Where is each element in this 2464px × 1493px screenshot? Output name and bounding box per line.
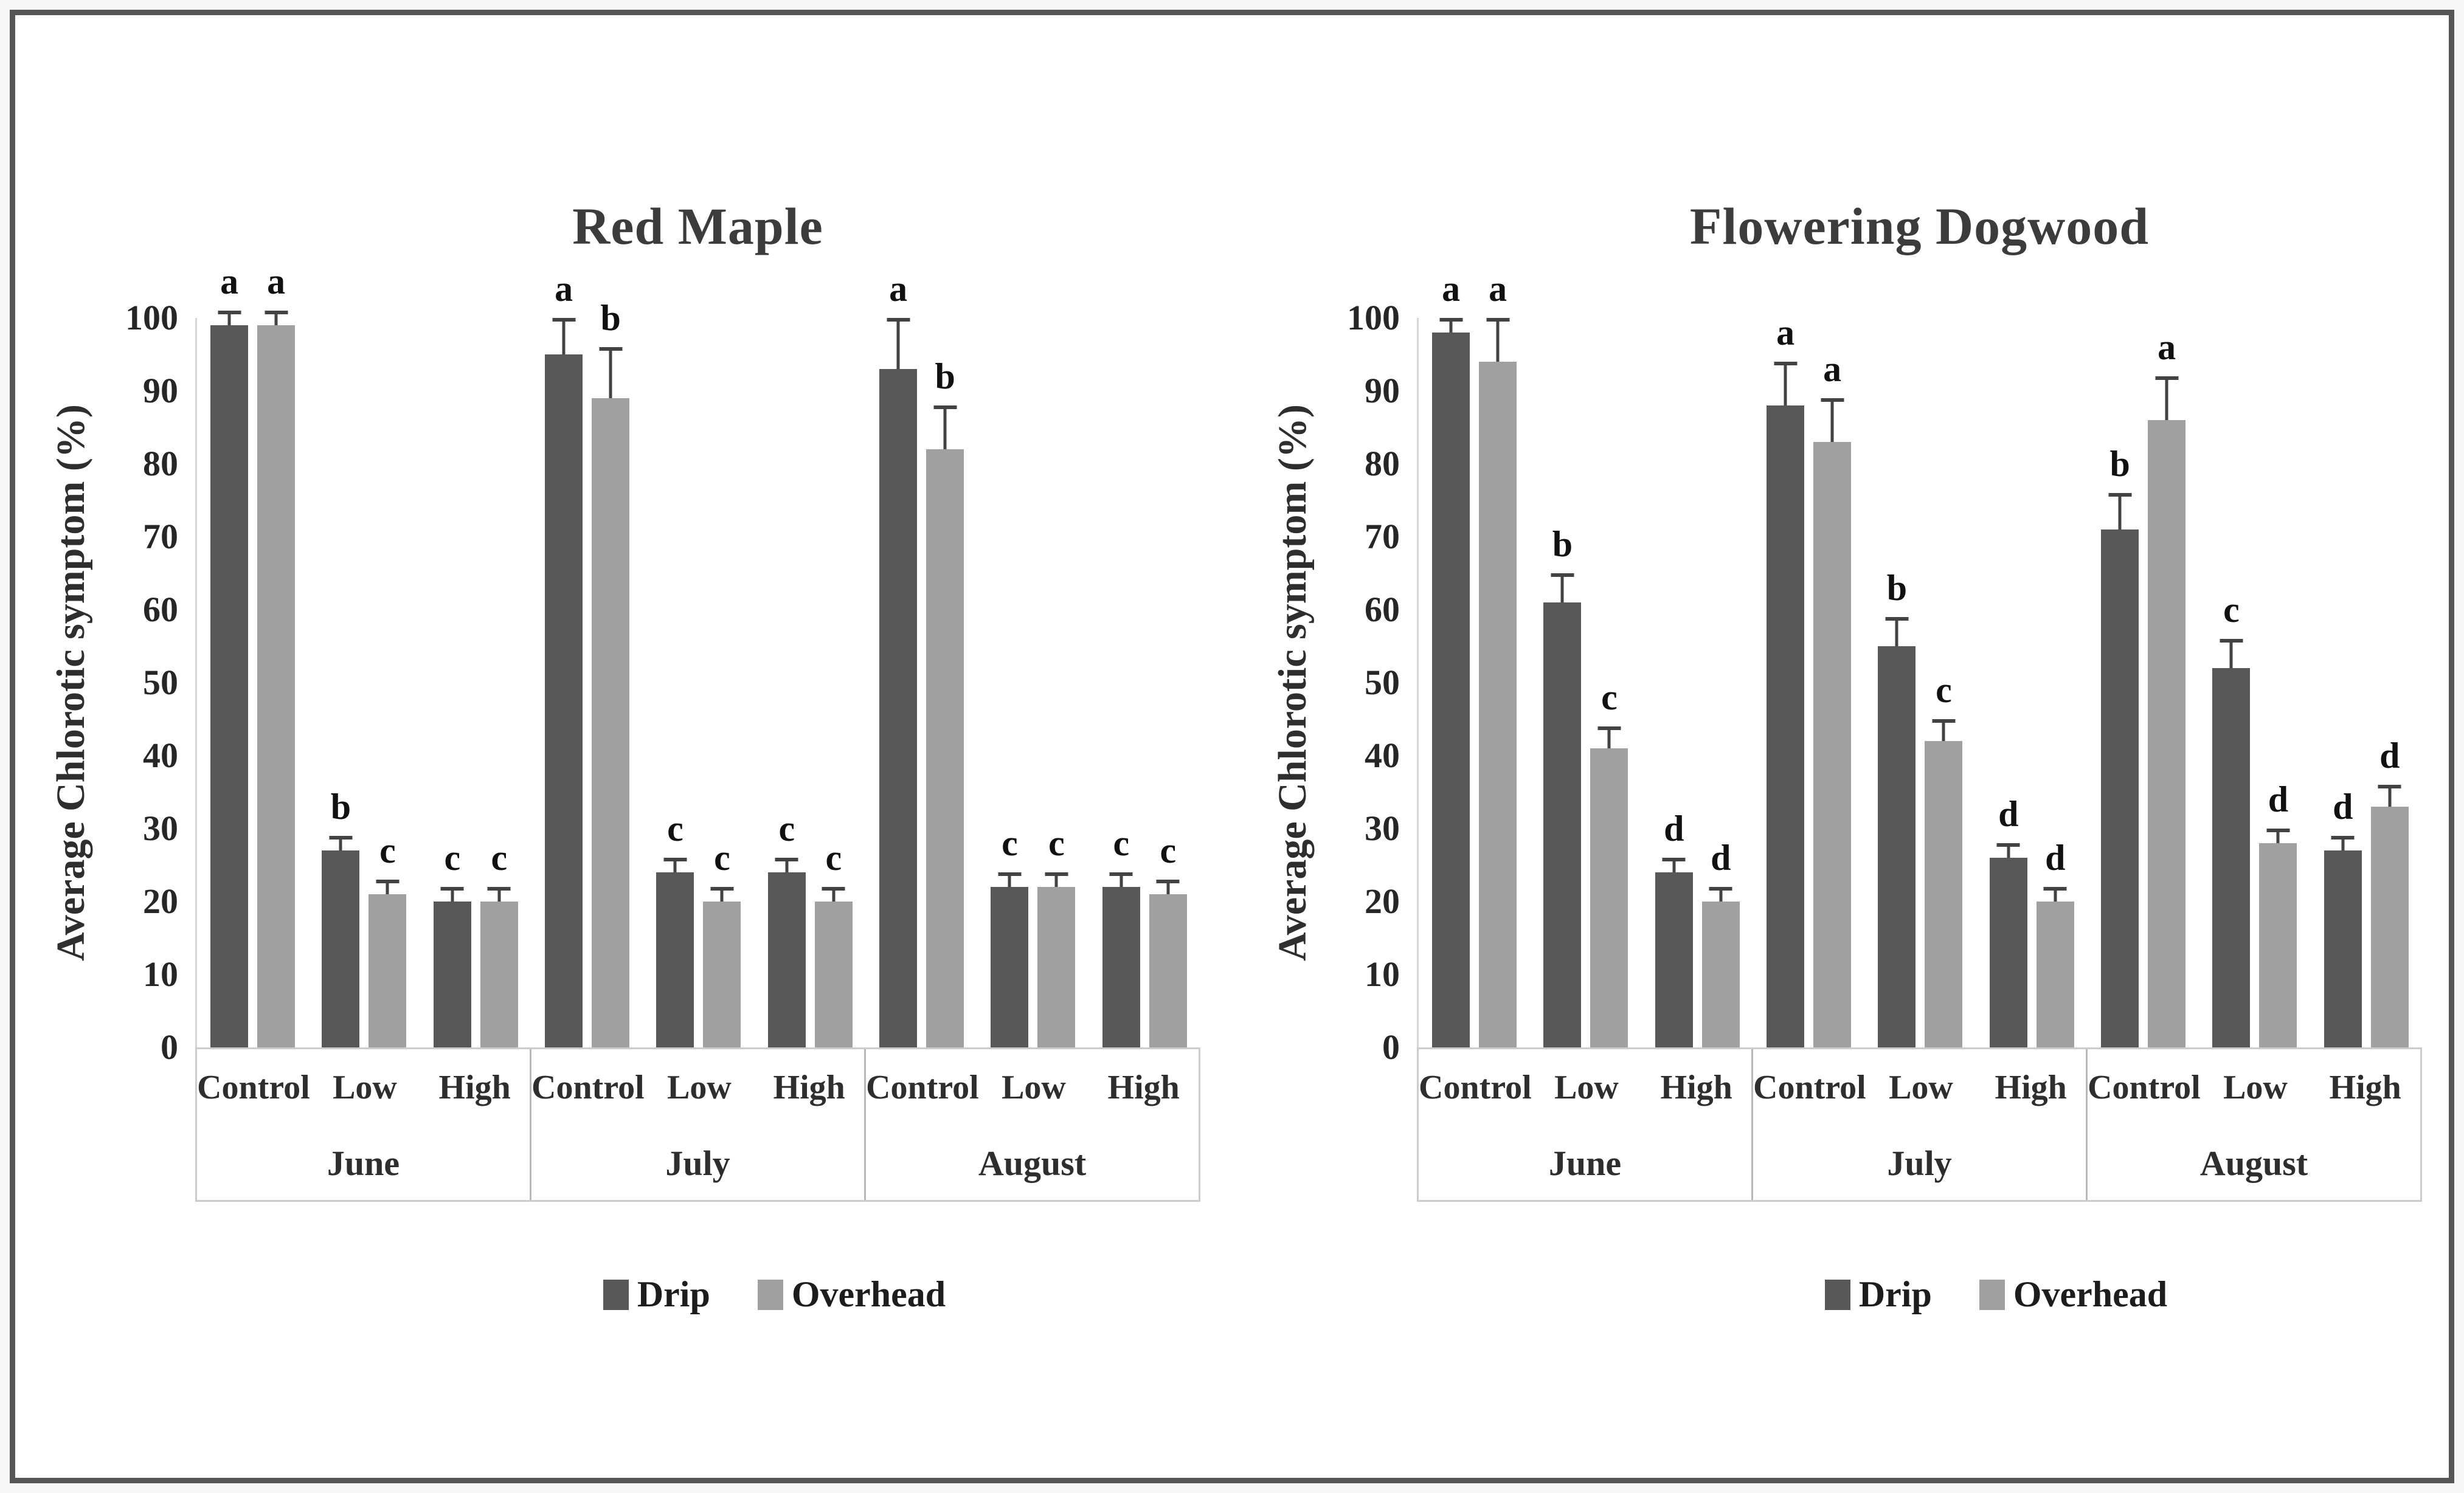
y-tick-10: 10 (143, 954, 178, 994)
error-bar (386, 880, 389, 894)
significance-letter: b (600, 298, 621, 338)
barwrap (2212, 590, 2250, 1047)
barwrap (1543, 524, 1581, 1047)
bar-overhead (1813, 442, 1851, 1047)
figure-frame (10, 10, 2454, 1483)
barwrap (926, 356, 964, 1047)
error-bar (228, 311, 231, 325)
significance-letter: a (2158, 327, 2176, 367)
bar-overhead (703, 902, 741, 1047)
month-label: June (1548, 1143, 1622, 1183)
error-bar (451, 887, 454, 902)
significance-letter: c (1048, 823, 1065, 863)
error-bar (1008, 872, 1011, 887)
y-tick-70: 70 (143, 517, 178, 556)
y-tick-40: 40 (1365, 736, 1400, 775)
bar-overhead (1037, 887, 1075, 1047)
group-august-low (977, 318, 1088, 1047)
group-july-high (1976, 318, 2088, 1047)
bar-overhead (1149, 894, 1187, 1047)
group-august-high (2311, 318, 2422, 1047)
treatment-label: High (438, 1069, 511, 1106)
error-bar (674, 858, 677, 872)
month-label: July (665, 1143, 730, 1183)
bar-drip (2212, 668, 2250, 1047)
y-tick-30: 30 (143, 809, 178, 848)
group-june-high (420, 318, 531, 1047)
bar-overhead (1925, 741, 1962, 1047)
y-tick-10: 10 (1365, 954, 1400, 994)
legend-label: Overhead (791, 1274, 946, 1314)
significance-letter: a (267, 261, 286, 302)
bar-drip (2101, 529, 2139, 1047)
barwrap (545, 269, 583, 1047)
significance-letter: a (1442, 269, 1461, 309)
group-august-low (2199, 318, 2310, 1047)
month-label: June (327, 1143, 400, 1183)
barwrap (1479, 269, 1517, 1047)
error-bar (2119, 493, 2122, 529)
y-tick-90: 90 (143, 371, 178, 410)
treatment-label: Low (1002, 1069, 1066, 1106)
treatment-label: High (2329, 1069, 2401, 1106)
bar-overhead (257, 325, 295, 1047)
barwrap (768, 809, 806, 1047)
barwrap (1925, 670, 1962, 1047)
y-tick-100: 100 (1347, 298, 1400, 337)
legend-swatch-icon (1825, 1280, 1850, 1310)
treatment-label: Control (1753, 1069, 1866, 1106)
significance-letter: c (714, 838, 730, 878)
treatment-label: Low (2223, 1069, 2288, 1106)
y-tick-80: 80 (143, 444, 178, 483)
bar-overhead (815, 902, 853, 1047)
significance-letter: c (778, 809, 795, 849)
bar-drip (879, 369, 917, 1047)
bar-drip (1543, 602, 1581, 1047)
significance-letter: d (2333, 787, 2353, 827)
barwrap (2148, 327, 2185, 1047)
barwrap (1149, 830, 1187, 1047)
barwrap (1432, 269, 1470, 1047)
group-july-high (755, 318, 866, 1047)
y-tick-100: 100 (125, 298, 178, 337)
significance-letter: c (667, 809, 683, 849)
legend-label: Drip (637, 1274, 710, 1314)
month-cell-june (1419, 1049, 1753, 1200)
error-bar (2388, 785, 2391, 807)
significance-letter: b (935, 356, 955, 396)
significance-letter: c (1002, 823, 1018, 863)
error-bar (497, 887, 500, 902)
y-tick-80: 80 (1365, 444, 1400, 483)
group-june-control (197, 261, 308, 1047)
error-bar (339, 836, 342, 850)
barwrap (1767, 312, 1804, 1047)
significance-letter: b (2109, 444, 2130, 484)
bar-drip (1102, 887, 1140, 1047)
bar-drip (1767, 405, 1804, 1047)
error-bar (1497, 318, 1500, 362)
error-bar (1055, 872, 1058, 887)
treatment-label: Low (667, 1069, 732, 1106)
bar-overhead (1590, 748, 1628, 1047)
y-axis-ticks (1322, 298, 1417, 1067)
category-axis (195, 1047, 1200, 1202)
significance-letter: c (825, 838, 842, 878)
error-bar (1719, 887, 1722, 902)
bar-overhead (1702, 902, 1740, 1047)
group-august-control (2088, 318, 2199, 1047)
legend-swatch-icon (1979, 1280, 2005, 1310)
legend-item-drip (1825, 1274, 1932, 1315)
barwrap (991, 823, 1028, 1047)
legend-item-overhead (1979, 1274, 2167, 1315)
bar-overhead (1479, 362, 1517, 1047)
barwrap (1702, 838, 1740, 1047)
error-bar (1120, 872, 1123, 887)
significance-letter: d (2045, 838, 2066, 878)
y-tick-20: 20 (1365, 881, 1400, 921)
barwrap (1990, 794, 2027, 1047)
bar-overhead (369, 894, 406, 1047)
group-august-control (866, 269, 977, 1047)
legend-label: Overhead (2013, 1274, 2168, 1314)
barwrap (210, 261, 248, 1047)
error-bar (2277, 829, 2280, 843)
significance-letter: d (1711, 838, 1731, 878)
y-tick-50: 50 (143, 663, 178, 702)
significance-letter: d (2268, 779, 2289, 819)
bar-drip (656, 872, 694, 1047)
barwrap (592, 298, 629, 1047)
y-tick-40: 40 (143, 736, 178, 775)
error-bar (1784, 362, 1787, 405)
category-axis (1417, 1047, 2422, 1202)
treatment-label: High (1660, 1069, 1732, 1106)
y-tick-0: 0 (1382, 1027, 1400, 1067)
error-bar (2054, 887, 2057, 902)
y-tick-70: 70 (1365, 517, 1400, 556)
bar-drip (991, 887, 1028, 1047)
error-bar (2007, 843, 2010, 858)
barwrap (2101, 444, 2139, 1047)
bar-drip (545, 354, 583, 1047)
treatment-label: Control (2088, 1069, 2201, 1106)
barwrap (2037, 838, 2074, 1047)
barwrap (656, 809, 694, 1047)
legend (348, 1274, 1200, 1315)
significance-letter: c (1160, 830, 1177, 871)
bar-drip (1990, 858, 2027, 1047)
significance-letter: c (1936, 670, 1952, 710)
treatment-label: Control (197, 1069, 310, 1106)
bar-drip (210, 325, 248, 1047)
barwrap (1590, 677, 1628, 1047)
significance-letter: c (1113, 823, 1130, 863)
bar-overhead (2148, 420, 2185, 1047)
error-bar (785, 858, 788, 872)
bar-drip (1432, 333, 1470, 1047)
error-bar (1895, 617, 1898, 646)
month-cell-august (2088, 1049, 2420, 1200)
y-tick-90: 90 (1365, 371, 1400, 410)
barwrap (1813, 349, 1851, 1047)
significance-letter: a (889, 269, 908, 309)
y-tick-30: 30 (1365, 809, 1400, 848)
significance-letter: a (1776, 312, 1795, 353)
error-bar (1608, 726, 1611, 748)
significance-letter: c (379, 830, 396, 871)
bar-overhead (2371, 807, 2409, 1047)
group-june-high (1642, 318, 1753, 1047)
barwrap (1037, 823, 1075, 1047)
significance-letter: d (1998, 794, 2019, 834)
y-axis-label: Average Chlorotic symptom (%) (49, 404, 93, 961)
group-july-low (643, 318, 754, 1047)
legend-item-drip (603, 1274, 710, 1315)
significance-letter: d (1664, 809, 1684, 849)
significance-letter: b (1886, 568, 1908, 608)
y-tick-20: 20 (143, 881, 178, 921)
month-cell-august (866, 1049, 1199, 1200)
y-tick-60: 60 (143, 590, 178, 629)
error-bar (275, 311, 278, 325)
y-tick-60: 60 (1365, 590, 1400, 629)
barwrap (480, 838, 518, 1047)
treatment-label: Control (1419, 1069, 1532, 1106)
bar-drip (768, 872, 806, 1047)
barwrap (434, 838, 471, 1047)
group-june-control (1419, 269, 1530, 1047)
group-june-low (1530, 318, 1641, 1047)
panel-flowering-dogwood (1264, 15, 2422, 1478)
error-bar (2165, 376, 2168, 420)
error-bar (832, 887, 835, 902)
barwrap (2259, 779, 2297, 1047)
treatment-label: Control (531, 1069, 645, 1106)
barwrap (815, 838, 853, 1047)
y-tick-0: 0 (161, 1027, 178, 1067)
month-label: August (2199, 1143, 2308, 1183)
chart-title: Flowering Dogwood (1689, 197, 2150, 255)
bar-overhead (926, 449, 964, 1047)
y-tick-50: 50 (1365, 663, 1400, 702)
barwrap (2324, 787, 2362, 1047)
significance-letter: a (1489, 269, 1507, 309)
bar-overhead (592, 398, 629, 1047)
error-bar (721, 887, 724, 902)
month-cell-july (531, 1049, 866, 1200)
treatment-label: Control (866, 1069, 979, 1106)
barwrap (2371, 736, 2409, 1047)
bar-overhead (2259, 843, 2297, 1047)
bar-drip (434, 902, 471, 1047)
month-label: July (1887, 1143, 1952, 1183)
plot-area (195, 261, 1200, 1047)
chart-title: Red Maple (572, 197, 823, 255)
bar-drip (2324, 850, 2362, 1047)
bar-drip (322, 850, 359, 1047)
legend-swatch-icon (603, 1280, 629, 1310)
group-july-low (1864, 318, 1976, 1047)
chart-body (42, 261, 1200, 1315)
treatment-label: High (1995, 1069, 2067, 1106)
group-july-control (1753, 312, 1864, 1047)
group-july-control (531, 269, 643, 1047)
group-june-low (308, 318, 420, 1047)
barwrap (369, 830, 406, 1047)
treatment-label: High (773, 1069, 845, 1106)
bar-overhead (2037, 902, 2074, 1047)
treatment-label: Low (1889, 1069, 1953, 1106)
group-august-high (1089, 318, 1200, 1047)
error-bar (2230, 639, 2233, 668)
significance-letter: c (2223, 590, 2240, 630)
error-bar (1166, 880, 1169, 894)
significance-letter: b (330, 787, 351, 827)
legend-label: Drip (1858, 1274, 1932, 1314)
treatment-label: Low (333, 1069, 397, 1106)
significance-letter: a (220, 261, 239, 302)
significance-letter: d (2379, 736, 2400, 776)
significance-letter: a (555, 269, 573, 309)
error-bar (609, 347, 612, 398)
y-axis-ticks (100, 298, 195, 1067)
error-bar (2341, 836, 2344, 850)
error-bar (944, 405, 947, 449)
month-label: August (978, 1143, 1087, 1183)
error-bar (1942, 719, 1945, 741)
bar-drip (1878, 646, 1915, 1047)
error-bar (1831, 398, 1834, 442)
panel-red-maple (42, 15, 1200, 1478)
error-bar (1672, 858, 1675, 872)
barwrap (879, 269, 917, 1047)
error-bar (897, 318, 900, 369)
barwrap (257, 261, 295, 1047)
significance-letter: b (1552, 524, 1573, 564)
bar-drip (1655, 872, 1693, 1047)
significance-letter: c (491, 838, 508, 878)
y-axis-label: Average Chlorotic symptom (%) (1270, 404, 1315, 961)
error-bar (1561, 573, 1564, 602)
significance-letter: c (1601, 677, 1618, 717)
plot-area (1417, 269, 2422, 1047)
significance-letter: a (1823, 349, 1842, 389)
barwrap (1102, 823, 1140, 1047)
legend (1570, 1274, 2422, 1315)
barwrap (1655, 809, 1693, 1047)
barwrap (322, 787, 359, 1047)
legend-swatch-icon (758, 1280, 783, 1310)
legend-item-overhead (758, 1274, 946, 1315)
month-cell-july (1753, 1049, 2088, 1200)
bar-overhead (480, 902, 518, 1047)
chart-body (1264, 269, 2422, 1315)
error-bar (562, 318, 566, 354)
significance-letter: c (444, 838, 461, 878)
treatment-label: High (1107, 1069, 1180, 1106)
month-cell-june (197, 1049, 531, 1200)
error-bar (1450, 318, 1453, 333)
barwrap (1878, 568, 1915, 1047)
barwrap (703, 838, 741, 1047)
treatment-label: Low (1554, 1069, 1619, 1106)
